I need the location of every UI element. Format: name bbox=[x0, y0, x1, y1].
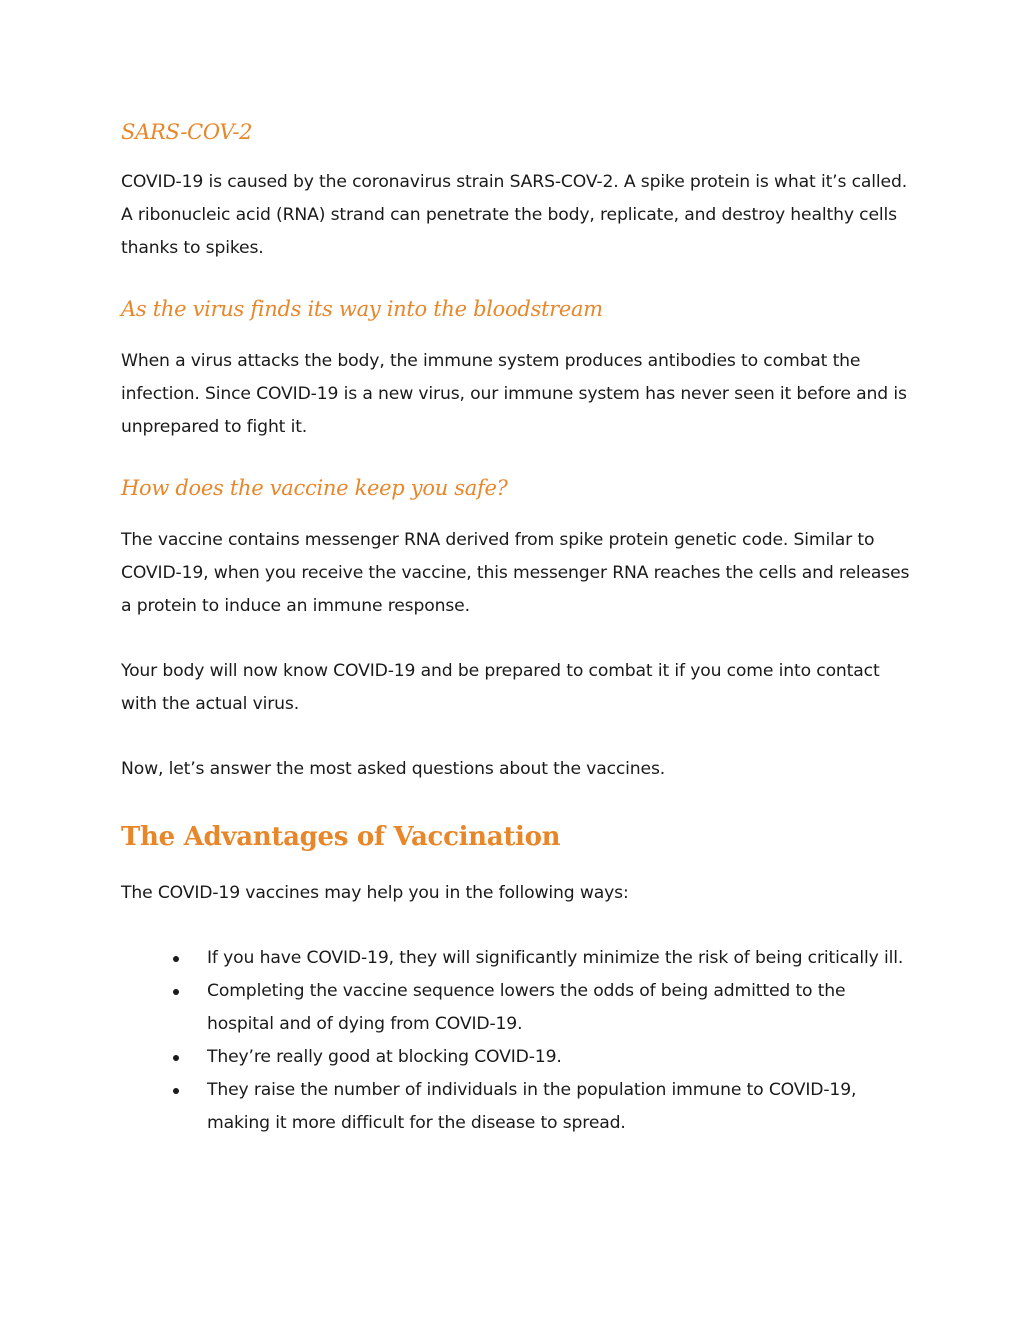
list-item bbox=[173, 1041, 911, 1074]
list-item-text: Completing the vaccine sequence lowers the odds of being admitted to the hospital and of dying from COVID-19. bbox=[207, 981, 846, 1034]
paragraph-vaccine-safe: The vaccine contains messenger RNA derived from spike protein genetic code. Similar to COVID-19, when you receive the vaccine, this messenger RNA reaches the cells and releases a protein to induce an immune response. bbox=[121, 530, 910, 616]
bullet-icon bbox=[173, 1088, 179, 1094]
advantages-list bbox=[173, 942, 911, 1140]
heading-sars-cov-2: SARS-COV-2 bbox=[121, 120, 253, 144]
heading-bloodstream: As the virus finds its way into the bloodstream bbox=[121, 297, 603, 321]
bullet-icon bbox=[173, 989, 179, 995]
list-item bbox=[173, 942, 911, 975]
list-item-text: If you have COVID-19, they will significantly minimize the risk of being critically ill. bbox=[207, 948, 904, 968]
list-item bbox=[173, 1074, 911, 1140]
list-item-text: They raise the number of individuals in the population immune to COVID-19, making it more difficult for the disease to spread. bbox=[207, 1080, 857, 1133]
heading-advantages: The Advantages of Vaccination bbox=[121, 822, 561, 852]
list-item-text: They’re really good at blocking COVID-19. bbox=[207, 1047, 562, 1067]
paragraph-bloodstream: When a virus attacks the body, the immune system produces antibodies to combat the infection. Since COVID-19 is a new virus, our immune system has never seen it before and is unprepared to fight it. bbox=[121, 351, 907, 437]
paragraph-body-prepared: Your body will now know COVID-19 and be prepared to combat it if you come into contact with the actual virus. bbox=[121, 661, 880, 714]
paragraph-sars-cov-2: COVID-19 is caused by the coronavirus strain SARS-COV-2. A spike protein is what it’s called. A ribonucleic acid (RNA) strand can penetrate the body, replicate, and destroy healthy cells thanks to spikes. bbox=[121, 172, 908, 258]
document-page bbox=[121, 118, 911, 1140]
bullet-icon bbox=[173, 956, 179, 962]
heading-vaccine-safe: How does the vaccine keep you safe? bbox=[121, 476, 508, 500]
paragraph-questions-intro: Now, let’s answer the most asked questions about the vaccines. bbox=[121, 759, 666, 779]
bullet-icon bbox=[173, 1055, 179, 1061]
paragraph-advantages-intro: The COVID-19 vaccines may help you in the following ways: bbox=[121, 883, 629, 903]
list-item bbox=[173, 975, 911, 1041]
